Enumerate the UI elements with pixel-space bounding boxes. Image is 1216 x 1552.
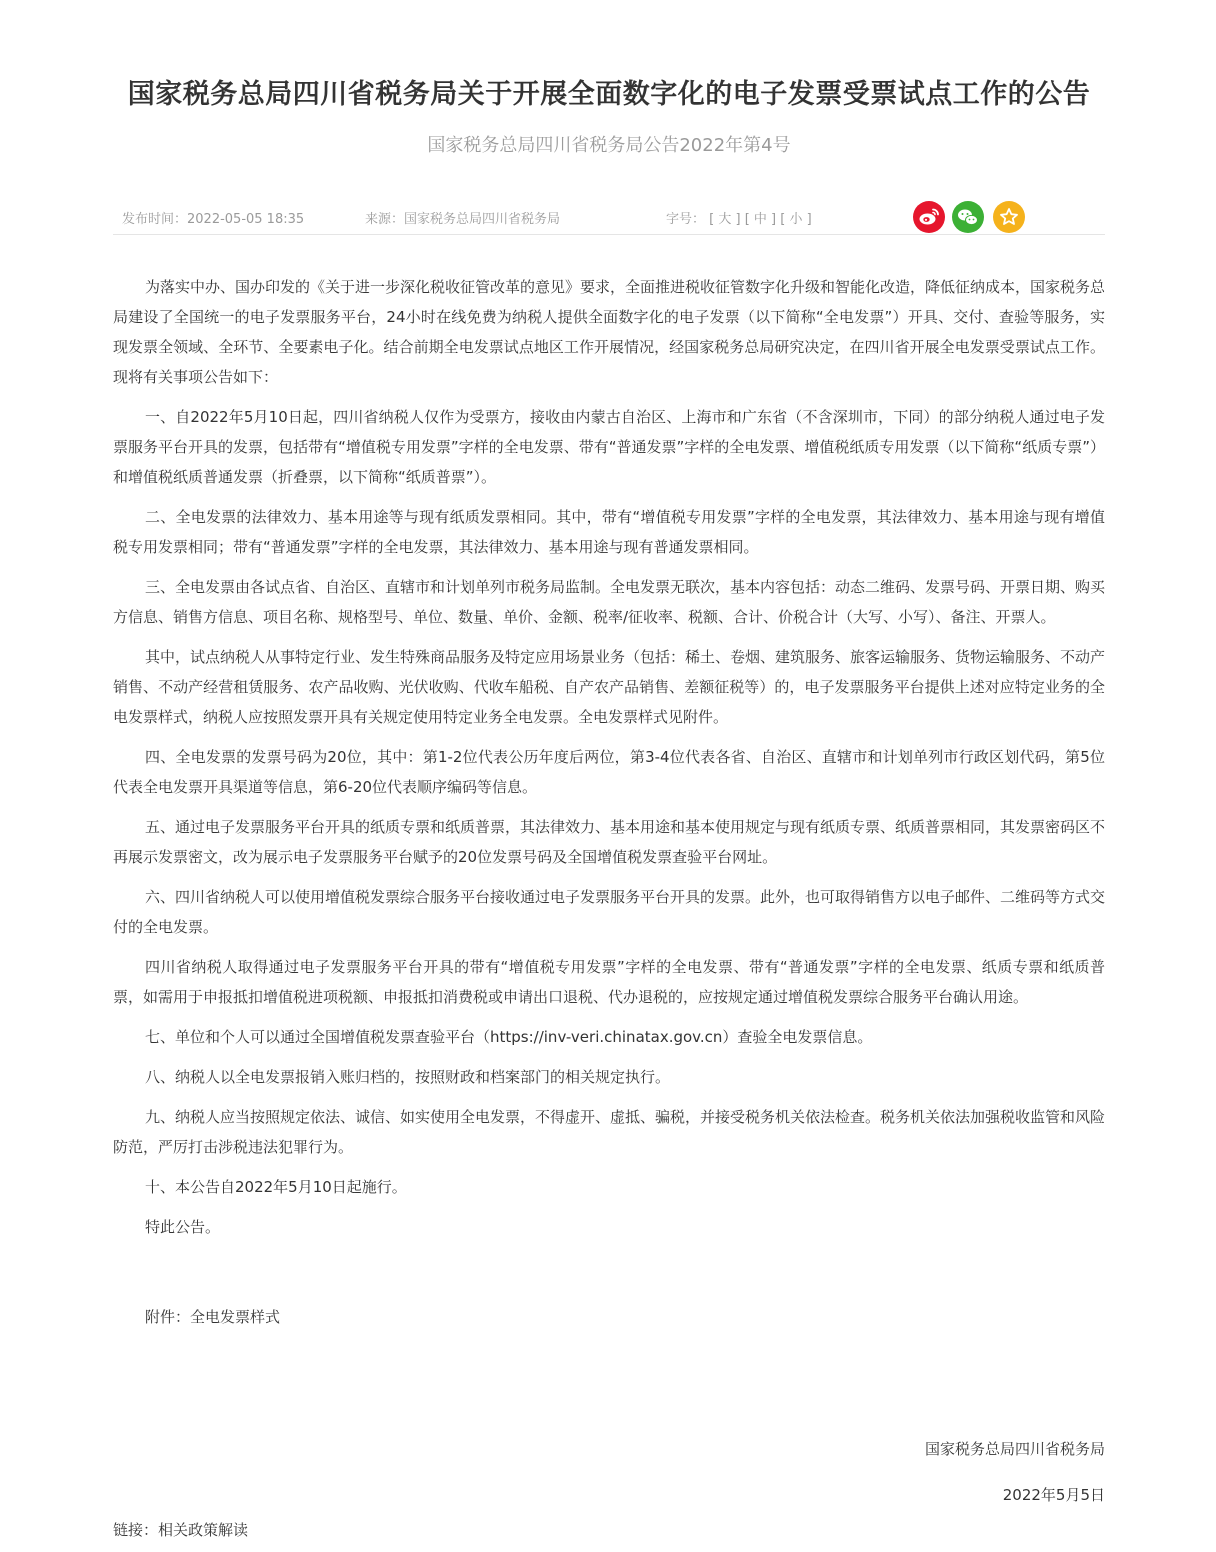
paragraph: 三、全电发票由各试点省、自治区、直辖市和计划单列市税务局监制。全电发票无联次，基本内容包括：动态二维码、发票号码、开票日期、购买方信息、销售方信息、项目名称、规格型号、单位、数量、单价、金额、税率/征收率、税额、合计、价税合计（大写、小写）、备注、开票人。	[113, 578, 1106, 626]
publish-time: 发布时间：2022-05-05 18:35	[122, 212, 305, 227]
paragraph: 六、四川省纳税人可以使用增值税发票综合服务平台接收通过电子发票服务平台开具的发票。此外，也可取得销售方以电子邮件、二维码等方式交付的全电发票。	[113, 888, 1106, 936]
font-size-small-button[interactable]: [ 小 ]	[780, 212, 812, 227]
star-icon	[993, 201, 1025, 233]
related-links	[113, 1515, 248, 1545]
paragraph: 其中，试点纳税人从事特定行业、发生特殊商品服务及特定应用场景业务（包括：稀土、卷烟、建筑服务、旅客运输服务、货物运输服务、不动产销售、不动产经营租赁服务、农产品收购、光伏收购、代收车船税、自产农产品销售、差额征税等）的，电子发票服务平台提供上述对应特定业务的全电发票样式，纳税人应按照发票开具有关规定使用特定业务全电发票。全电发票样式见附件。	[113, 648, 1106, 726]
font-size-medium-button[interactable]: [ 中 ]	[744, 212, 777, 227]
paragraph: 二、全电发票的法律效力、基本用途等与现有纸质发票相同。其中，带有“增值税专用发票”字样的全电发票，其法律效力、基本用途与现有增值税专用发票相同；带有“普通发票”字样的全电发票，其法律效力、基本用途与现有普通发票相同。	[113, 508, 1105, 556]
wechat-icon	[952, 201, 984, 233]
paragraph: 七、单位和个人可以通过全国增值税发票查验平台（https://inv-veri.chinatax.gov.cn）查验全电发票信息。	[145, 1028, 873, 1046]
paragraph: 五、通过电子发票服务平台开具的纸质专票和纸质普票，其法律效力、基本用途和基本使用规定与现有纸质专票、纸质普票相同，其发票密码区不再展示发票密文，改为展示电子发票服务平台赋予的20位发票号码及全国增值税发票查验平台网址。	[113, 818, 1106, 866]
article-meta-bar	[113, 200, 1105, 235]
paragraph: 九、纳税人应当按照规定依法、诚信、如实使用全电发票，不得虚开、虚抵、骗税，并接受税务机关依法检查。税务机关依法加强税收监管和风险防范，严厉打击涉税违法犯罪行为。	[113, 1108, 1106, 1156]
document-number: 国家税务总局四川省税务局公告2022年第4号	[427, 135, 791, 156]
font-size-large-button[interactable]: [ 大 ]	[709, 212, 741, 227]
paragraph: 十、本公告自2022年5月10日起施行。	[145, 1178, 407, 1196]
share-wechat-button[interactable]	[952, 201, 984, 233]
font-size-label: 字号：	[666, 212, 706, 227]
attachment-link[interactable]: 附件：全电发票样式	[145, 1308, 281, 1326]
related-links-label: 链接：	[113, 1521, 159, 1539]
article-body	[113, 272, 1105, 1342]
paragraph: 八、纳税人以全电发票报销入账归档的，按照财政和档案部门的相关规定执行。	[145, 1068, 671, 1086]
page-title: 国家税务总局四川省税务局关于开展全面数字化的电子发票受票试点工作的公告	[127, 79, 1091, 110]
paragraph: 为落实中办、国办印发的《关于进一步深化税收征管改革的意见》要求，全面推进税收征管数字化升级和智能化改造，降低征纳成本，国家税务总局建设了全国统一的电子发票服务平台，24小时在线免费为纳税人提供全面数字化的电子发票（以下简称“全电发票”）开具、交付、查验等服务，实现发票全领域、全环节、全要素电子化。结合前期全电发票试点地区工作开展情况，经国家税务总局研究决定，在四川省开展全电发票受票试点工作。现将有关事项公告如下：	[113, 278, 1106, 386]
font-size-switcher	[666, 208, 812, 227]
add-favorite-button[interactable]	[993, 201, 1025, 233]
signature-block	[925, 1434, 1105, 1526]
source: 来源：国家税务总局四川省税务局	[365, 212, 561, 227]
policy-interpretation-link[interactable]: 相关政策解读	[158, 1521, 249, 1539]
signature-date: 2022年5月5日	[1002, 1486, 1105, 1504]
signature-org: 国家税务总局四川省税务局	[924, 1440, 1105, 1458]
paragraph: 一、自2022年5月10日起，四川省纳税人仅作为受票方，接收由内蒙古自治区、上海市和广东省（不含深圳市，下同）的部分纳税人通过电子发票服务平台开具的发票，包括带有“增值税专用发票”字样的全电发票、带有“普通发票”字样的全电发票、增值税纸质专用发票（以下简称“纸质专票”）和增值税纸质普通发票（折叠票，以下简称“纸质普票”）。	[113, 408, 1105, 486]
weibo-icon	[913, 201, 945, 233]
paragraph: 四川省纳税人取得通过电子发票服务平台开具的带有“增值税专用发票”字样的全电发票、带有“普通发票”字样的全电发票、纸质专票和纸质普票，如需用于申报抵扣增值税进项税额、申报抵扣消费税或申请出口退税、代办退税的，应按规定通过增值税发票综合服务平台确认用途。	[113, 958, 1105, 1006]
share-weibo-button[interactable]	[913, 201, 945, 233]
paragraph: 四、全电发票的发票号码为20位，其中：第1-2位代表公历年度后两位，第3-4位代表各省、自治区、直辖市和计划单列市行政区划代码，第5位代表全电发票开具渠道等信息，第6-20位代表顺序编码等信息。	[113, 748, 1105, 796]
paragraph: 特此公告。	[145, 1218, 221, 1236]
